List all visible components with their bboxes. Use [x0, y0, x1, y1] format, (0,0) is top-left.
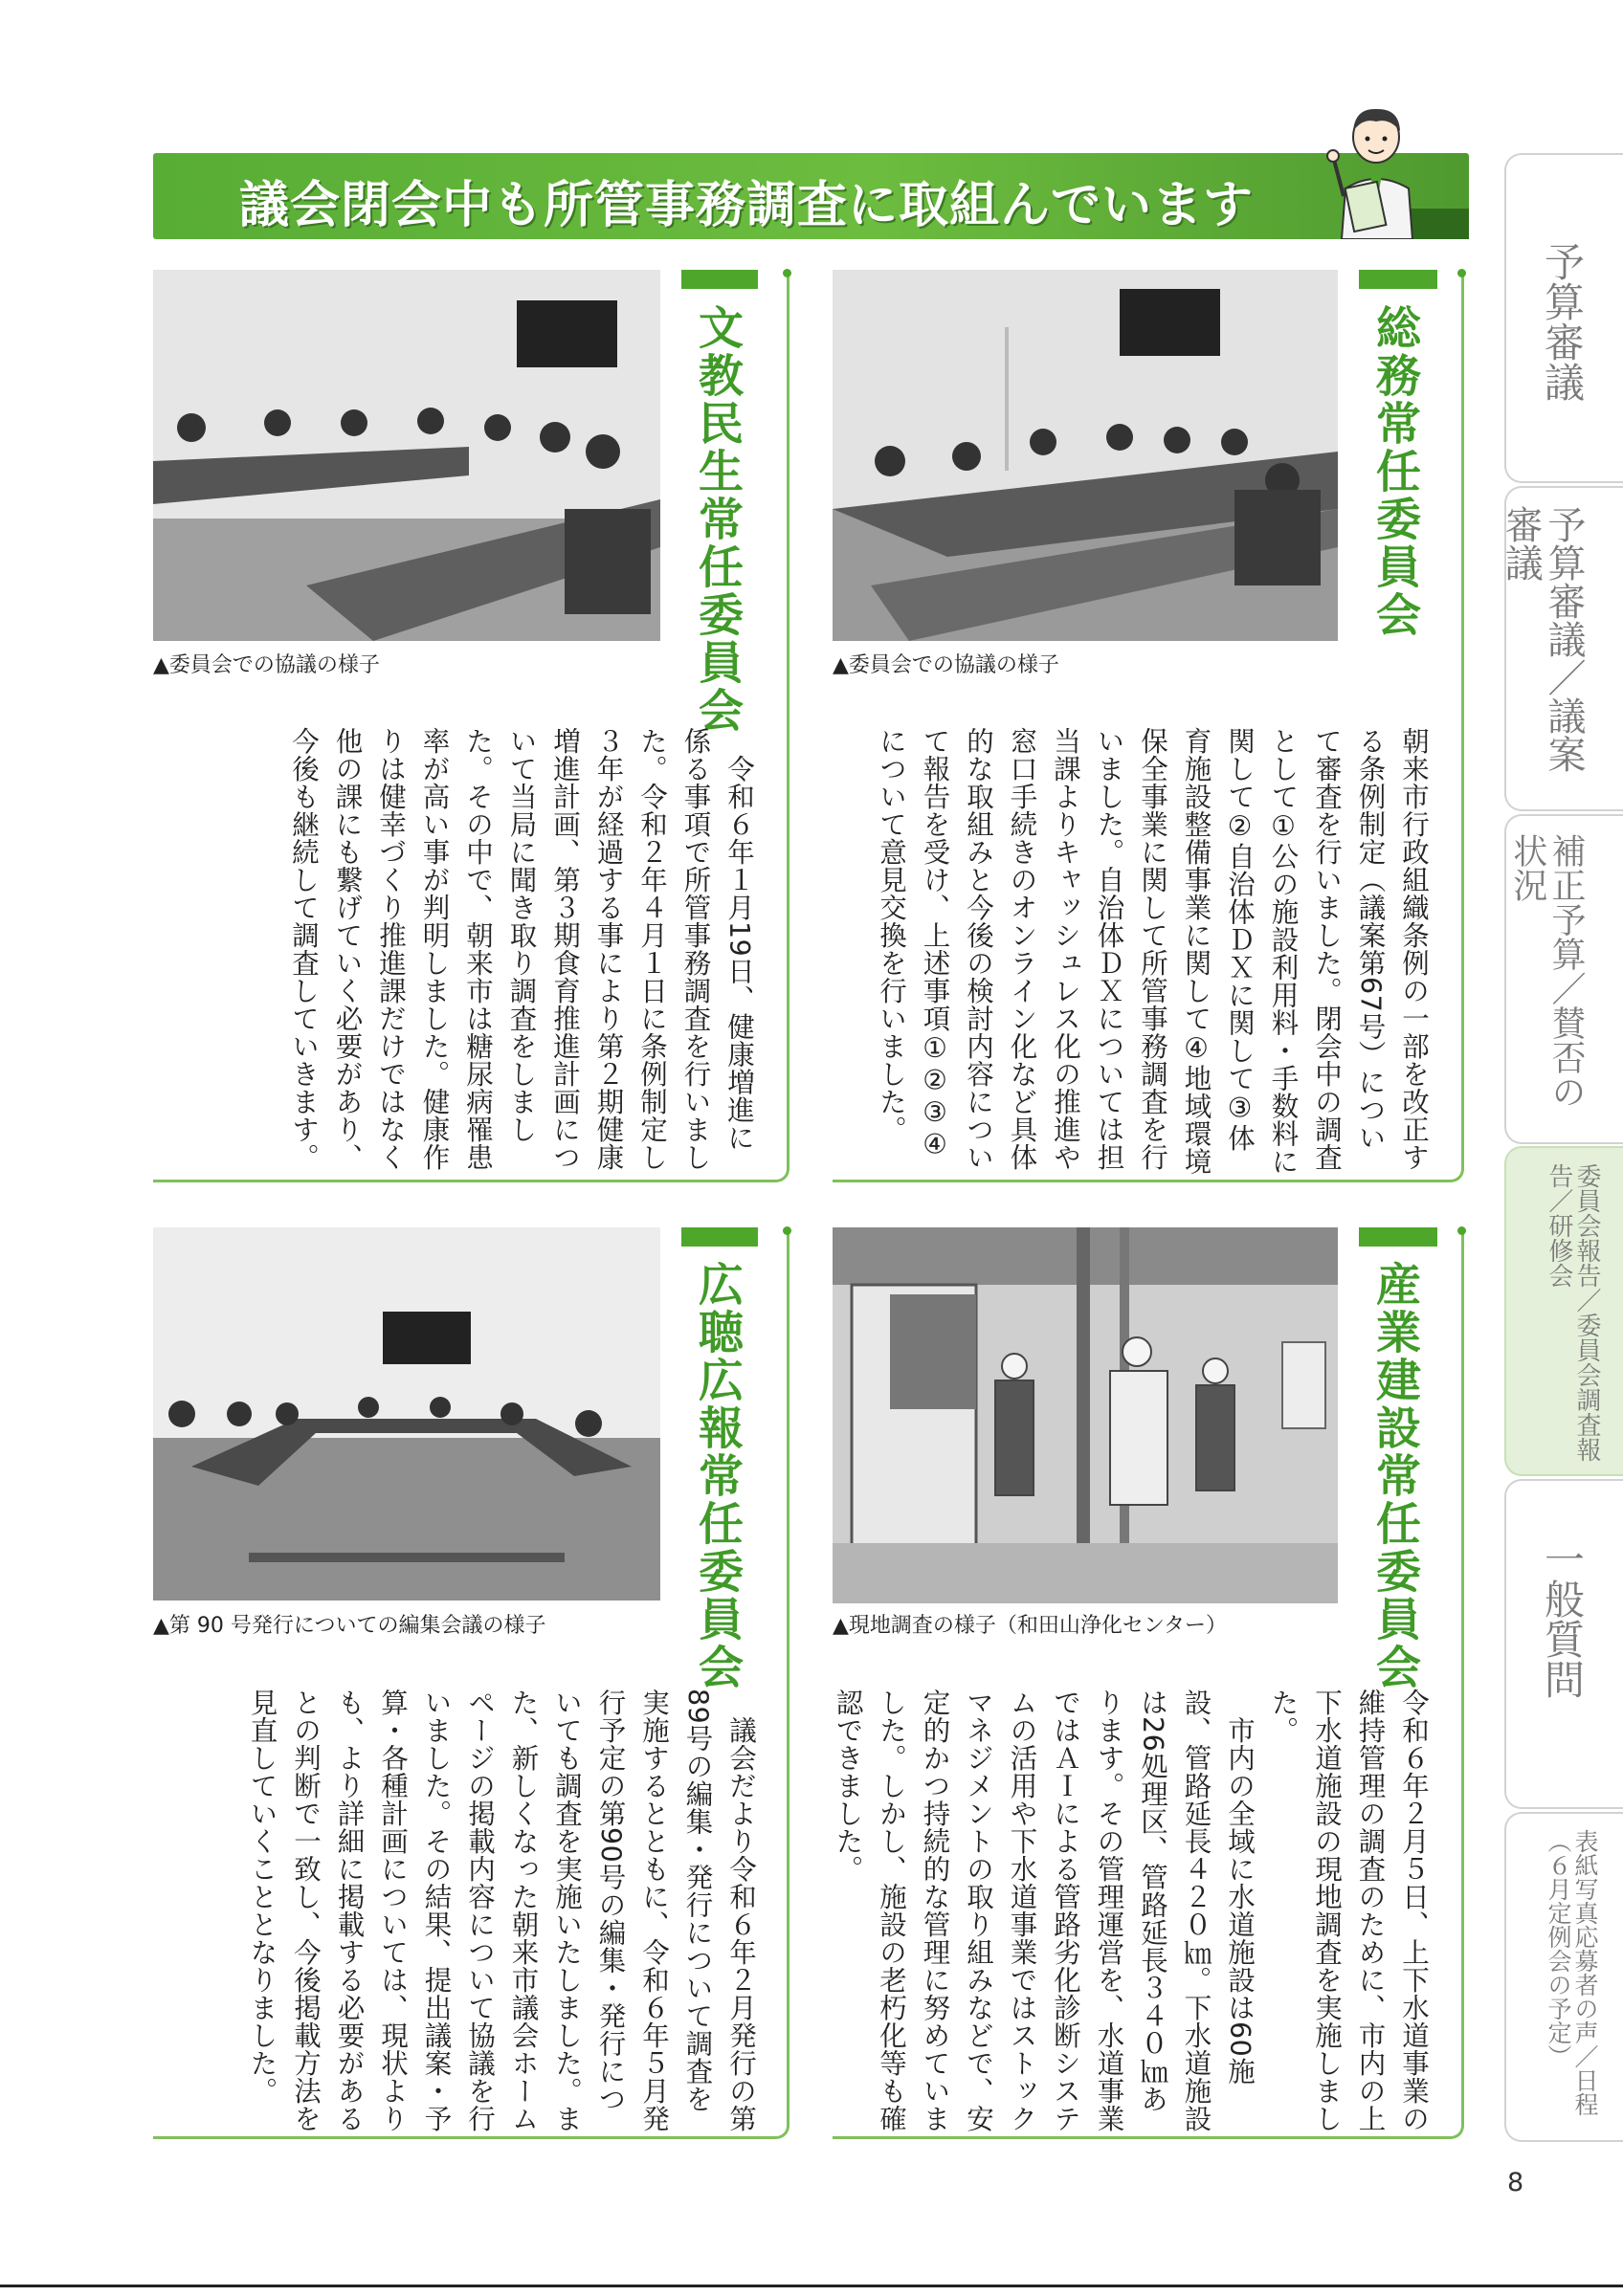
man-with-clipboard-icon — [1321, 100, 1426, 239]
article-body: 令和６年１月19日、健康増進に係る事項で所管事務調査を行いました。令和２年４月１日に条例制定し３年が経過する事により第２期健康増進計画、第３期食育推進計画について当局に聞き取り調査をしました。その中で、朝来市は糖尿病罹患率が高い事が判明しました。健康作りは健幸づくり推進課だけではなく他の課にも繋げていく必要があり、今後も継続して調査していきます。 — [288, 727, 755, 1171]
photo-caption: ▲委員会での協議の様子 — [153, 653, 380, 677]
committee-title: 広聴広報常任委員会 — [691, 1261, 744, 1691]
tab-committee-reports[interactable] — [1504, 1146, 1623, 1476]
frame-dot — [1457, 1226, 1466, 1235]
panel-frame — [833, 1230, 1464, 2139]
article-body: 朝来市行政組織条例の一部を改正する条例制定（議案第67号）について審査を行いました。閉会中の調査として①公の施設利用料・手数料に関して②自治体ＤＸに関して③体育施設整備事業に関して④地域環境保全事業に関して所管事務調査を行いました。自治体ＤＸについては担当課よりキャッシュレス化の推進や窓口手続きのオンライン化など具体的な取組みと今後の検討内容について報告を受け、上述事項①②③④について意見交換を行いました。 — [876, 727, 1430, 1176]
header-banner — [153, 153, 1469, 239]
tab-label: 委員会報告／委員会調査報告／研修会 — [1544, 1163, 1601, 1462]
photo-caption: ▲委員会での協議の様子 — [833, 653, 1059, 677]
page-title: 議会閉会中も所管事務調査に取組んでいます — [239, 177, 1255, 234]
committee-title: 産業建設常任委員会 — [1368, 1261, 1421, 1691]
page-bottom-rule — [0, 2285, 1623, 2287]
frame-dot — [783, 269, 791, 277]
tab-cover-photo-schedule[interactable] — [1504, 1812, 1623, 2142]
frame-dot — [783, 1226, 791, 1235]
frame-dot — [1457, 269, 1466, 277]
tab-label: 予算審議／議案審議 — [1499, 505, 1586, 773]
photo-caption: ▲第 90 号発行についての編集会議の様子 — [153, 1614, 546, 1638]
article-body: 議会だより令和６年２月発行の第89号の編集・発行について調査を実施するとともに、令和６年５月発行予定の第90号の編集・発行についても調査を実施いたしました。また、新しくなった朝来市議会ホームページの掲載内容について協議を行いました。その結果、提出議案・予算・各種計画については、現状よりも、より詳細に掲載する必要があるとの判断で一致し、今後掲載方法を見直していくこととなりました。 — [246, 1689, 757, 2132]
tab-label: 補正予算／賛否の状況 — [1507, 833, 1586, 1109]
page-number: 8 — [1507, 2168, 1524, 2197]
article-body: 令和６年２月５日、上下水道事業の維持管理の調査のために、市内の上下水道施設の現地調査を実施しました。 市内の全域に水道施設は60施設、管路延長４２０㎞。下水道施設は26処理区、管路延長３４０㎞あります。その管理運営を、水道事業ではＡＩによる管路劣化診断システムの活用や下水道事業ではストックマネジメントの取り組みなどで、安定的かつ持続的な管理に努めていました。しかし、施設の老朽化等も確認できました。 — [833, 1689, 1430, 2132]
tab-label: 表紙写真応募者の声／日程（６月定例会の予定） — [1545, 1829, 1599, 2116]
photo-caption: ▲現地調査の様子（和田山浄化センター） — [833, 1614, 1228, 1638]
committee-title: 総務常任委員会 — [1368, 304, 1421, 639]
committee-title: 文教民生常任委員会 — [691, 304, 744, 735]
tab-label: 予算審議 — [1539, 241, 1586, 402]
panel-frame — [833, 273, 1464, 1182]
tab-general-questions[interactable] — [1504, 1479, 1623, 1809]
panel-frame — [153, 1230, 789, 2139]
panel-frame — [153, 273, 789, 1182]
tab-budget-bills[interactable] — [1499, 486, 1623, 811]
tab-budget[interactable] — [1504, 153, 1623, 483]
tab-supplementary-budget[interactable] — [1504, 814, 1623, 1144]
tab-label: 一般質問 — [1539, 1538, 1586, 1699]
